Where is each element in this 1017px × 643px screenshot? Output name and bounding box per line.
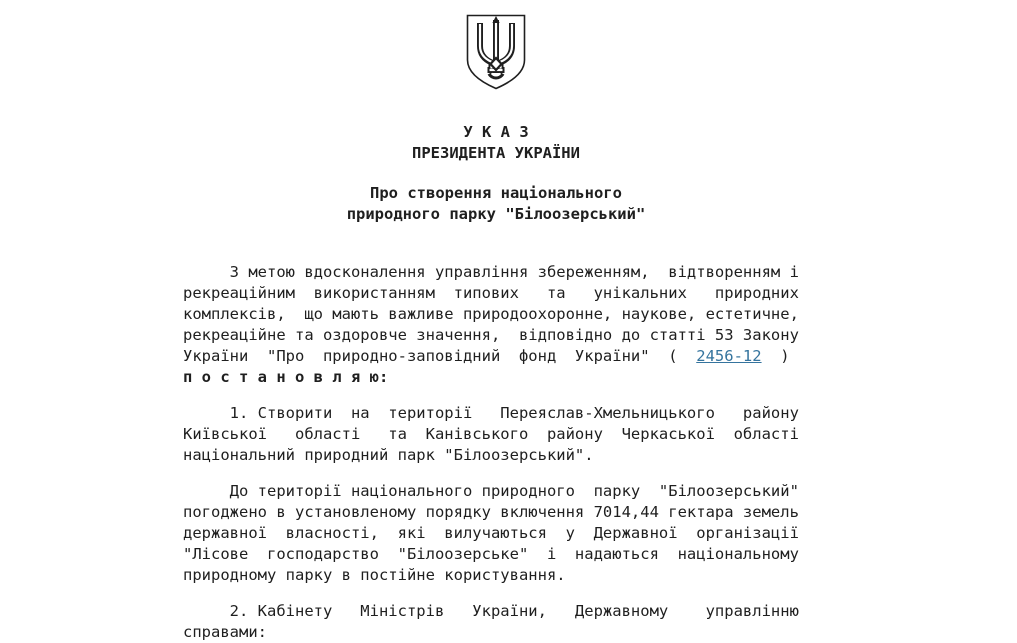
decree-subject <box>183 183 809 225</box>
text-line: 1. Створити на території Переяслав-Хмельницького району <box>183 404 799 422</box>
decree-document <box>183 0 809 643</box>
text-line: державної власності, які вилучаються у Державної організації <box>183 524 799 542</box>
law-reference-link[interactable]: 2456-12 <box>696 347 762 365</box>
text-line: погоджено в установленому порядку включення 7014,44 гектара земель <box>183 503 799 521</box>
paragraph-territory <box>183 481 809 586</box>
paragraph-point-1 <box>183 403 809 466</box>
paragraph-point-2 <box>183 601 809 643</box>
decree-title-word: У К А З <box>463 123 529 141</box>
decree-subject-line: Про створення національного <box>370 184 622 202</box>
text-line: національний природний парк "Білоозерський". <box>183 446 594 464</box>
text-line: рекреаційним використанням типових та унікальних природних <box>183 284 799 302</box>
text-line: До території національного природного парку "Білоозерський" <box>183 482 799 500</box>
decree-title <box>183 122 809 164</box>
text-line: природному парку в постійне користування. <box>183 566 566 584</box>
decree-title-issuer: ПРЕЗИДЕНТА УКРАЇНИ <box>412 144 580 162</box>
link-line-before: України "Про природно-заповідний фонд України" ( <box>183 347 697 365</box>
emblem-container <box>183 0 809 96</box>
paragraph-preamble <box>183 262 809 388</box>
link-line-after: ) <box>761 347 790 365</box>
text-line: Київської області та Канівського району Черкаської області <box>183 425 799 443</box>
text-line: комплексів, що мають важливе природоохоронне, наукове, естетичне, <box>183 305 799 323</box>
text-line: справами: <box>183 623 267 641</box>
decree-subject-line: природного парку "Білоозерський" <box>346 205 646 223</box>
text-line-with-link <box>183 346 809 367</box>
resolution-line: п о с т а н о в л я ю: <box>183 368 389 386</box>
text-line: рекреаційне та оздоровче значення, відповідно до статті 53 Закону <box>183 326 799 344</box>
text-line: 2. Кабінету Міністрів України, Державному управлінню <box>183 602 799 620</box>
coat-of-arms-ukraine-icon <box>464 13 528 92</box>
text-line: "Лісове господарство "Білоозерське" і надаються національному <box>183 545 799 563</box>
text-line: З метою вдосконалення управління збереженням, відтворенням і <box>183 263 799 281</box>
